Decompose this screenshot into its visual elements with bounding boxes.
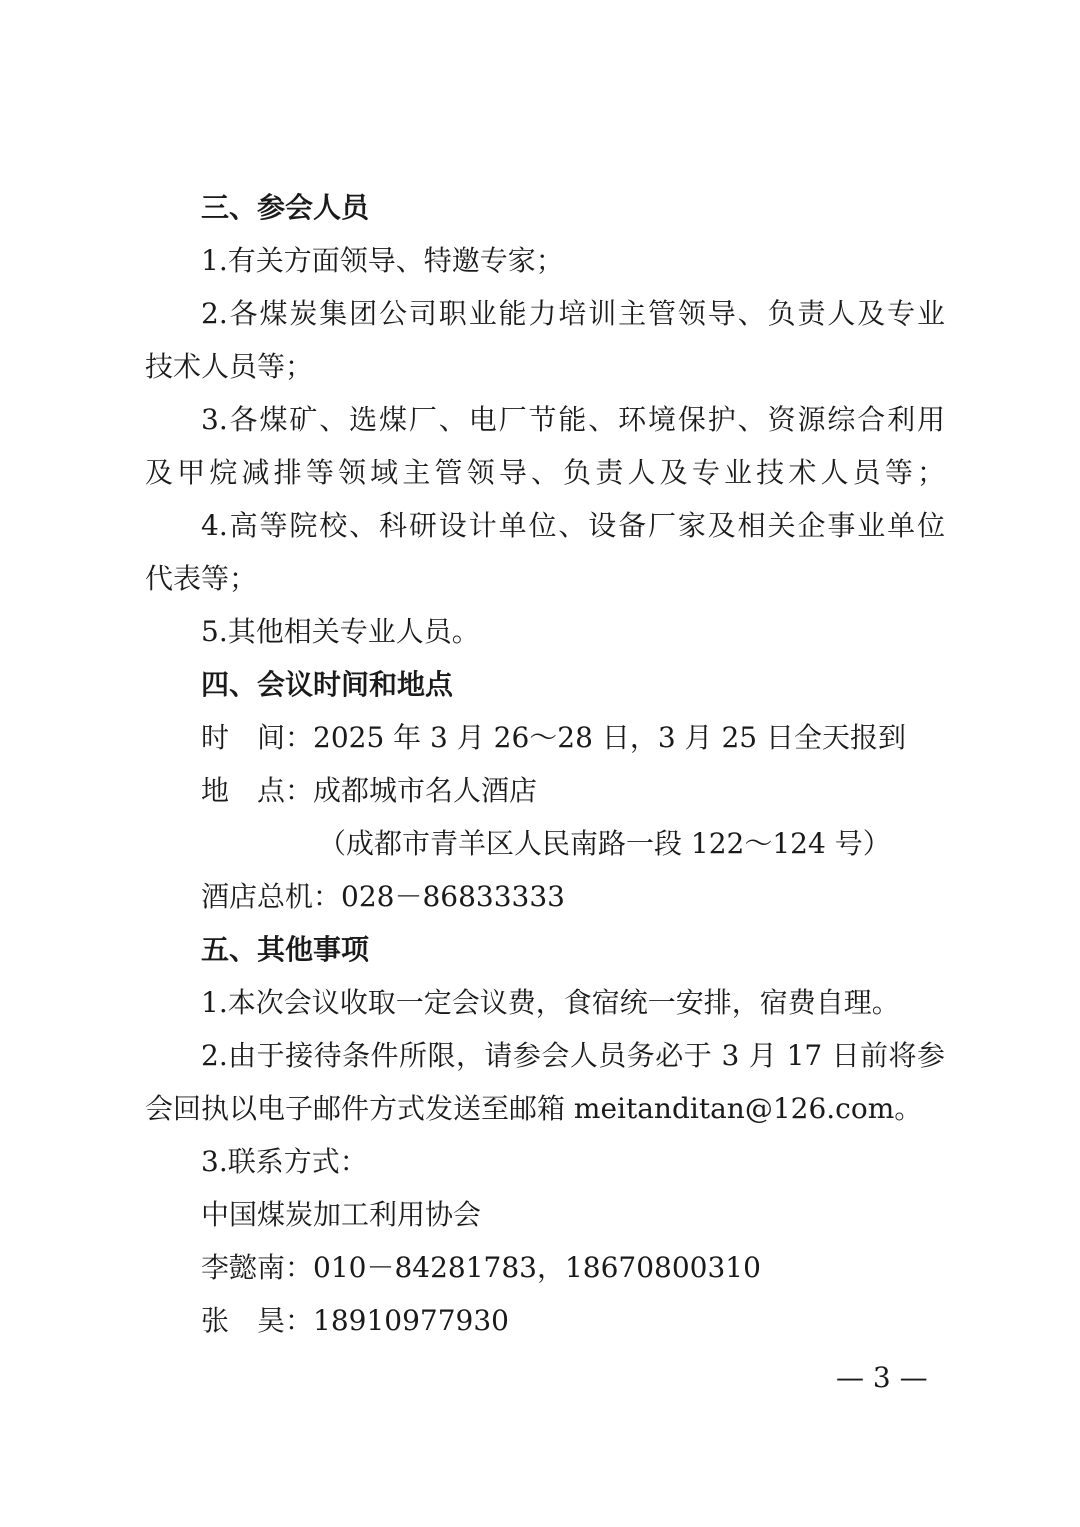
list-item-continued: 会回执以电子邮件方式发送至邮箱 meitanditan@126.com。	[145, 1092, 923, 1125]
meeting-place: 地 点：成都城市名人酒店	[201, 774, 538, 807]
hotel-address: （成都市青羊区人民南路一段 122～124 号）	[318, 827, 891, 860]
list-item: 3.各煤矿、选煤厂、电厂节能、环境保护、资源综合利用	[201, 403, 945, 436]
list-item: 2.各煤炭集团公司职业能力培训主管领导、负责人及专业	[201, 297, 945, 330]
contact-organization: 中国煤炭加工利用协会	[201, 1198, 482, 1231]
list-item: 5.其他相关专业人员。	[201, 615, 480, 648]
page-number: — 3 —	[836, 1361, 928, 1394]
list-item-continued: 代表等；	[145, 562, 258, 595]
meeting-time: 时 间：2025 年 3 月 26～28 日，3 月 25 日全天报到	[201, 721, 906, 754]
contact-person: 李懿南：010－84281783，18670800310	[201, 1251, 761, 1284]
list-item-continued: 技术人员等；	[145, 350, 314, 383]
list-item: 4.高等院校、科研设计单位、设备厂家及相关企事业单位	[201, 509, 945, 542]
section-heading: 三、参会人员	[201, 191, 370, 224]
contact-person: 张 昊：18910977930	[201, 1304, 509, 1337]
list-item: 1.有关方面领导、特邀专家；	[201, 244, 564, 277]
list-item: 2.由于接待条件所限，请参会人员务必于 3 月 17 日前将参	[201, 1039, 945, 1072]
section-heading: 四、会议时间和地点	[201, 668, 454, 701]
section-heading: 五、其他事项	[201, 933, 370, 966]
hotel-phone: 酒店总机：028－86833333	[201, 880, 565, 913]
list-item: 3.联系方式：	[201, 1145, 368, 1178]
list-item-continued: 及甲烷减排等领域主管领导、负责人及专业技术人员等；	[145, 456, 945, 489]
list-item: 1.本次会议收取一定会议费，食宿统一安排，宿费自理。	[201, 986, 900, 1019]
